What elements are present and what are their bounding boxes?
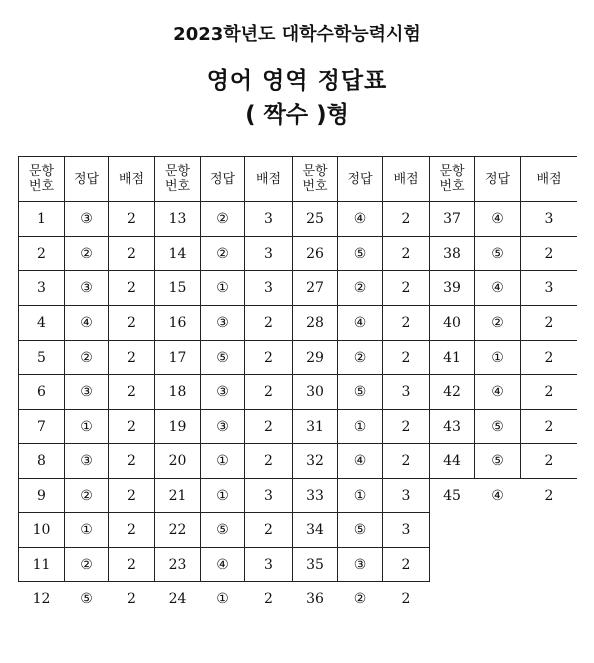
cell-points: 2 [383,271,429,305]
cell-question-number: 40 [430,306,474,340]
cell-points: 2 [109,548,154,581]
cell-question-number: 37 [430,202,474,236]
column-header-points: 배점 [383,157,429,201]
cell-question-number: 27 [293,271,337,305]
cell-question-number: 36 [293,582,337,616]
column-header-question-number: 문항 번호 [155,157,200,201]
cell-points: 2 [521,375,577,409]
cell-question-number: 2 [19,237,64,270]
cell-points: 2 [383,582,429,616]
cell-question-number: 13 [155,202,200,236]
cell-points: 3 [245,202,292,236]
cell-answer: ③ [65,202,108,236]
cell-points: 3 [245,271,292,305]
cell-answer: ② [65,479,108,512]
cell-points: 2 [383,444,429,478]
cell-points: 2 [521,444,577,478]
cell-question-number: 8 [19,444,64,478]
cell-answer: ① [201,479,244,512]
cell-points: 3 [245,479,292,512]
cell-question-number: 3 [19,271,64,305]
cell-answer: ① [65,513,108,547]
cell-question-number: 32 [293,444,337,478]
cell-question-number: 15 [155,271,200,305]
answer-key-table [18,156,577,618]
cell-points: 2 [383,237,429,270]
cell-answer: ④ [475,375,520,409]
cell-answer: ① [201,271,244,305]
form-type-label: ( 짝수 )형 [245,102,349,128]
cell-answer: ⑤ [338,237,382,270]
cell-answer: ③ [201,410,244,443]
exam-title: 2023학년도 대학수학능력시험 [173,24,421,45]
cell-points: 3 [383,513,429,547]
cell-points: 2 [521,479,577,512]
cell-question-number: 45 [430,479,474,512]
cell-question-number: 9 [19,479,64,512]
cell-question-number: 22 [155,513,200,547]
cell-answer: ① [201,444,244,478]
cell-points: 2 [245,444,292,478]
cell-points: 2 [109,479,154,512]
cell-points: 2 [383,548,429,581]
cell-answer: ③ [201,375,244,409]
cell-answer: ① [338,410,382,443]
cell-points: 3 [383,375,429,409]
cell-question-number: 28 [293,306,337,340]
cell-answer: ① [338,479,382,512]
cell-points: 2 [383,341,429,374]
cell-question-number: 25 [293,202,337,236]
cell-answer: ④ [201,548,244,581]
cell-points: 2 [109,582,154,616]
cell-question-number: 39 [430,271,474,305]
cell-answer: ② [201,202,244,236]
column-header-points: 배점 [109,157,154,201]
cell-answer: ④ [65,306,108,340]
cell-points: 2 [109,306,154,340]
cell-question-number: 34 [293,513,337,547]
cell-points: 2 [109,513,154,547]
cell-answer: ④ [475,271,520,305]
cell-points: 2 [245,410,292,443]
column-header-points: 배점 [521,157,577,201]
cell-answer: ② [338,582,382,616]
cell-question-number: 1 [19,202,64,236]
column-header-question-number: 문항 번호 [19,157,64,201]
cell-answer: ④ [338,202,382,236]
cell-answer: ② [65,548,108,581]
cell-answer: ③ [65,271,108,305]
cell-question-number: 16 [155,306,200,340]
cell-answer: ① [65,410,108,443]
cell-answer: ⑤ [338,375,382,409]
column-header-answer: 정답 [475,157,520,201]
cell-points: 3 [521,202,577,236]
cell-question-number: 33 [293,479,337,512]
cell-answer: ⑤ [65,582,108,616]
cell-answer: ④ [475,479,520,512]
cell-points: 2 [245,306,292,340]
cell-answer: ② [65,237,108,270]
cell-question-number: 31 [293,410,337,443]
column-header-answer: 정답 [201,157,244,201]
cell-question-number: 7 [19,410,64,443]
cell-question-number: 6 [19,375,64,409]
cell-question-number: 24 [155,582,200,616]
cell-question-number: 23 [155,548,200,581]
cell-question-number: 11 [19,548,64,581]
cell-points: 2 [383,410,429,443]
cell-points: 2 [109,237,154,270]
cell-answer: ② [65,341,108,374]
cell-points: 2 [245,513,292,547]
cell-question-number: 20 [155,444,200,478]
cell-question-number: 30 [293,375,337,409]
cell-points: 2 [245,375,292,409]
cell-points: 2 [383,202,429,236]
cell-points: 2 [245,341,292,374]
cell-answer: ⑤ [475,237,520,270]
cell-question-number: 18 [155,375,200,409]
cell-answer: ② [338,341,382,374]
column-header-answer: 정답 [338,157,382,201]
cell-question-number: 19 [155,410,200,443]
cell-points: 3 [245,548,292,581]
cell-question-number: 35 [293,548,337,581]
cell-points: 3 [245,237,292,270]
cell-question-number: 21 [155,479,200,512]
cell-answer: ② [201,237,244,270]
cell-answer: ① [201,582,244,616]
cell-question-number: 42 [430,375,474,409]
cell-answer: ⑤ [201,341,244,374]
cell-question-number: 38 [430,237,474,270]
cell-answer: ③ [338,548,382,581]
cell-points: 2 [521,341,577,374]
cell-answer: ④ [338,444,382,478]
cell-answer: ③ [65,375,108,409]
cell-answer: ⑤ [201,513,244,547]
cell-answer: ④ [475,202,520,236]
cell-points: 2 [109,341,154,374]
cell-answer: ⑤ [475,410,520,443]
cell-points: 2 [109,271,154,305]
column-header-points: 배점 [245,157,292,201]
cell-question-number: 43 [430,410,474,443]
cell-question-number: 17 [155,341,200,374]
column-header-question-number: 문항 번호 [430,157,474,201]
column-header-answer: 정답 [65,157,108,201]
cell-points: 2 [109,410,154,443]
cell-question-number: 4 [19,306,64,340]
cell-question-number: 10 [19,513,64,547]
cell-question-number: 29 [293,341,337,374]
cell-question-number: 26 [293,237,337,270]
cell-question-number: 12 [19,582,64,616]
cell-question-number: 41 [430,341,474,374]
answer-key-title: 영어 영역 정답표 [206,68,388,94]
cell-answer: ① [475,341,520,374]
cell-points: 2 [383,306,429,340]
cell-points: 2 [521,410,577,443]
cell-answer: ③ [65,444,108,478]
column-header-question-number: 문항 번호 [293,157,337,201]
cell-answer: ⑤ [475,444,520,478]
cell-question-number: 44 [430,444,474,478]
cell-points: 2 [109,202,154,236]
cell-points: 2 [521,237,577,270]
cell-answer: ② [475,306,520,340]
cell-points: 2 [521,306,577,340]
cell-points: 2 [109,444,154,478]
cell-question-number: 5 [19,341,64,374]
cell-answer: ④ [338,306,382,340]
cell-answer: ② [338,271,382,305]
cell-answer: ⑤ [338,513,382,547]
cell-points: 2 [109,375,154,409]
cell-points: 3 [521,271,577,305]
cell-points: 3 [383,479,429,512]
cell-question-number: 14 [155,237,200,270]
cell-points: 2 [245,582,292,616]
cell-answer: ③ [201,306,244,340]
